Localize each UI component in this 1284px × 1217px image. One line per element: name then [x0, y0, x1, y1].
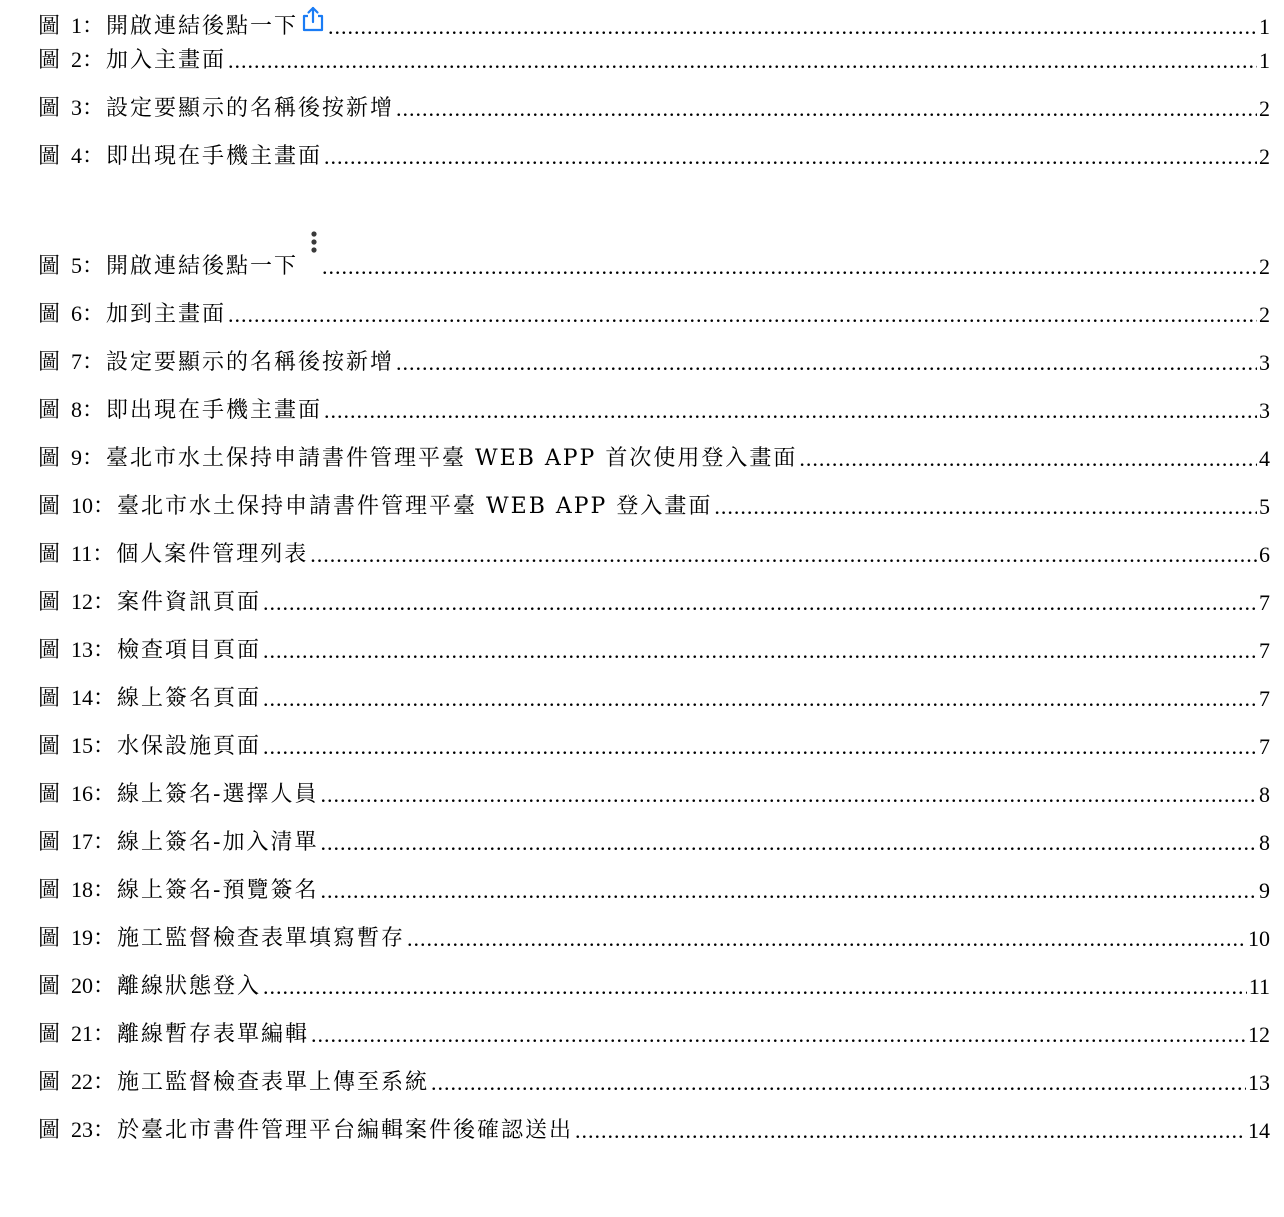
page-number: 11	[1248, 974, 1270, 999]
page-number: 7	[1259, 686, 1270, 711]
page-number: 7	[1259, 590, 1270, 615]
dot-leader	[575, 1118, 1246, 1144]
page-number: 5	[1259, 494, 1270, 519]
toc-entry-12[interactable]	[38, 576, 1270, 616]
entry-label: 圖 2：加入主畫面	[38, 47, 227, 73]
toc-entry-21[interactable]	[38, 1008, 1270, 1048]
toc-entry-6[interactable]	[38, 288, 1270, 328]
toc-entry-7[interactable]	[38, 336, 1270, 376]
dot-leader	[431, 1070, 1246, 1096]
dot-leader	[228, 302, 1257, 328]
more-vertical-icon	[308, 230, 320, 264]
dot-leader	[396, 96, 1257, 122]
dot-leader	[263, 734, 1257, 760]
toc-entry-23[interactable]	[38, 1104, 1270, 1144]
share-icon	[300, 6, 326, 32]
entry-label: 圖 15：水保設施頁面	[38, 733, 262, 759]
entry-label: 圖 21：離線暫存表單編輯	[38, 1021, 310, 1047]
dot-leader	[228, 48, 1257, 74]
page-number: 8	[1259, 782, 1270, 807]
toc-entry-17[interactable]	[38, 816, 1270, 856]
entry-label: 圖 4：即出現在手機主畫面	[38, 143, 323, 169]
page-number: 14	[1248, 1118, 1270, 1143]
dot-leader	[324, 398, 1257, 424]
dot-leader	[714, 494, 1257, 520]
entry-label: 圖 12：案件資訊頁面	[38, 589, 262, 615]
page-number: 10	[1248, 926, 1270, 951]
dot-leader	[320, 782, 1257, 808]
toc-entry-18[interactable]	[38, 864, 1270, 904]
toc-entry-4[interactable]	[38, 130, 1270, 170]
dot-leader	[320, 878, 1257, 904]
toc-entry-3[interactable]	[38, 82, 1270, 122]
entry-label: 圖 3：設定要顯示的名稱後按新增	[38, 95, 395, 121]
entry-label: 圖 13：檢查項目頁面	[38, 637, 262, 663]
page-number: 3	[1259, 350, 1270, 375]
page-number: 2	[1259, 254, 1270, 279]
entry-label: 圖 23：於臺北市書件管理平台編輯案件後確認送出	[38, 1117, 574, 1143]
entry-label: 圖 8：即出現在手機主畫面	[38, 397, 323, 423]
toc-entry-5[interactable]	[38, 240, 1270, 280]
toc-entry-8[interactable]	[38, 384, 1270, 424]
entry-label: 圖 22：施工監督檢查表單上傳至系統	[38, 1069, 430, 1095]
toc-entry-14[interactable]	[38, 672, 1270, 712]
entry-label: 圖 10：臺北市水土保持申請書件管理平臺 WEB APP 登入畫面	[38, 493, 713, 519]
dot-leader	[320, 830, 1257, 856]
dot-leader	[396, 350, 1257, 376]
page-number: 13	[1248, 1070, 1270, 1095]
entry-label: 圖 16：線上簽名-選擇人員	[38, 781, 319, 807]
entry-label: 圖 17：線上簽名-加入清單	[38, 829, 319, 855]
dot-leader	[310, 542, 1257, 568]
page-number: 2	[1259, 96, 1270, 121]
page-number: 9	[1259, 878, 1270, 903]
dot-leader	[263, 590, 1257, 616]
entry-label: 圖 18：線上簽名-預覽簽名	[38, 877, 319, 903]
toc-entry-16[interactable]	[38, 768, 1270, 808]
toc-entry-11[interactable]	[38, 528, 1270, 568]
entry-label: 圖 14：線上簽名頁面	[38, 685, 262, 711]
entry-label: 圖 1：開啟連結後點一下	[38, 13, 299, 39]
page-number: 12	[1248, 1022, 1270, 1047]
page-number: 1	[1259, 14, 1270, 39]
dot-leader	[407, 926, 1246, 952]
entry-label: 圖 7：設定要顯示的名稱後按新增	[38, 349, 395, 375]
toc-entry-10[interactable]	[38, 480, 1270, 520]
toc-entry-19[interactable]	[38, 912, 1270, 952]
dot-leader	[324, 144, 1257, 170]
toc-entry-20[interactable]	[38, 960, 1270, 1000]
dot-leader	[322, 254, 1257, 280]
entry-label: 圖 19：施工監督檢查表單填寫暫存	[38, 925, 406, 951]
page-number: 4	[1259, 446, 1270, 471]
dot-leader	[263, 974, 1247, 1000]
page-number: 2	[1259, 144, 1270, 169]
toc-entry-15[interactable]	[38, 720, 1270, 760]
page-number: 8	[1259, 830, 1270, 855]
page-number: 6	[1259, 542, 1270, 567]
entry-label: 圖 6：加到主畫面	[38, 301, 227, 327]
toc-entry-13[interactable]	[38, 624, 1270, 664]
page-number: 1	[1259, 48, 1270, 73]
dot-leader	[799, 446, 1257, 472]
toc-entry-22[interactable]	[38, 1056, 1270, 1096]
page-number: 2	[1259, 302, 1270, 327]
dot-leader	[263, 638, 1257, 664]
page-number: 3	[1259, 398, 1270, 423]
entry-label: 圖 11：個人案件管理列表	[38, 541, 309, 567]
entry-label: 圖 20：離線狀態登入	[38, 973, 262, 999]
page-number: 7	[1259, 638, 1270, 663]
toc-entry-9[interactable]	[38, 432, 1270, 472]
dot-leader	[263, 686, 1257, 712]
entry-label: 圖 5：開啟連結後點一下	[38, 253, 299, 279]
page-number: 7	[1259, 734, 1270, 759]
toc-entry-2[interactable]	[38, 34, 1270, 74]
entry-label: 圖 9：臺北市水土保持申請書件管理平臺 WEB APP 首次使用登入畫面	[38, 445, 798, 471]
dot-leader	[311, 1022, 1246, 1048]
